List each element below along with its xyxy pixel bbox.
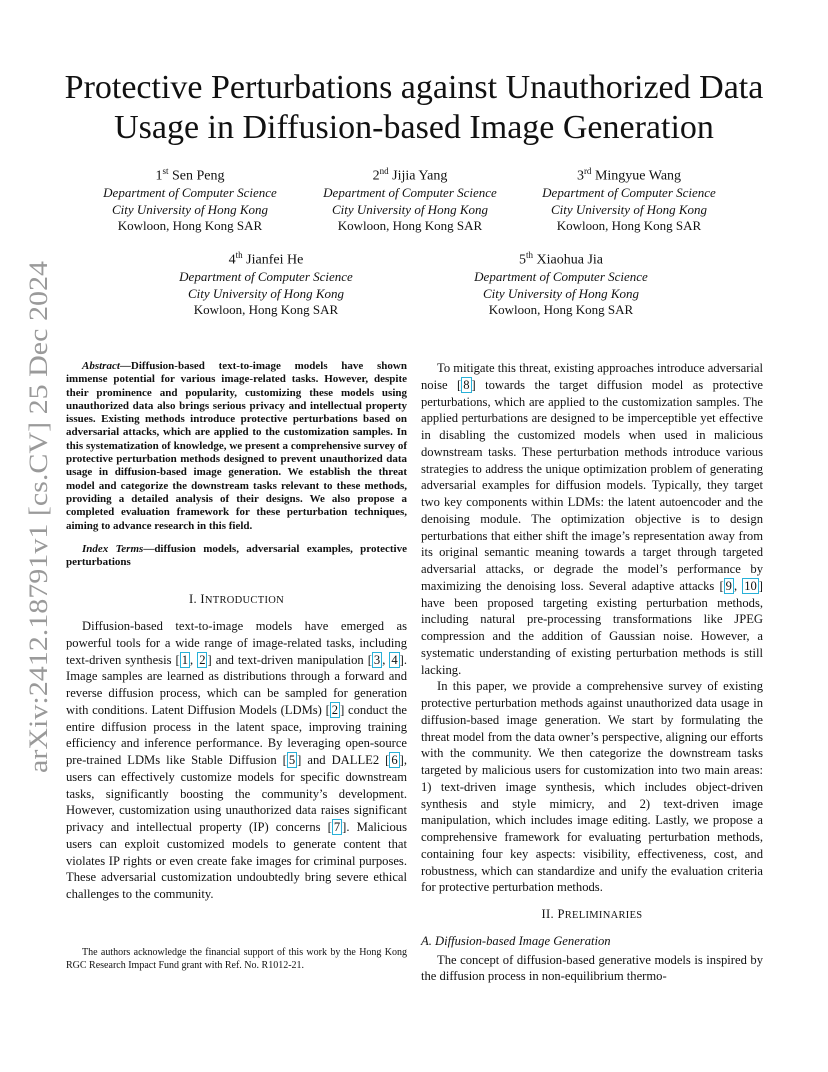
author-university: City University of Hong Kong: [483, 285, 639, 301]
citation-link[interactable]: 5: [288, 753, 296, 768]
arxiv-watermark: [20, 255, 54, 775]
author-location: Kowloon, Hong Kong SAR: [556, 218, 702, 234]
author-name: Jianfei He: [246, 252, 304, 268]
author-block: 2nd Jijia Yang Department of Computer Science City University of Hong Kong Kowloon, Hong Kong SAR: [295, 163, 525, 235]
paragraph-text: To mitigate this threat, existing approaches introduce adversarial noise [: [421, 361, 763, 392]
citation-link[interactable]: 4: [391, 652, 398, 667]
author-name: Mingyue Wang: [594, 168, 682, 184]
author-location: Kowloon, Hong Kong SAR: [488, 302, 634, 318]
author-name: Xiaohua Jia: [536, 252, 603, 268]
paragraph-text: ] and DALLE2 [: [297, 753, 390, 768]
paragraph-text: ]. Malicious users can exploit customized models to generate content that violates IP rights or even create fake images for criminal purposes. These adversarial customization undoubtedly bring severe ethical challenges to the community.: [66, 820, 407, 902]
citation-link[interactable]: 3: [373, 652, 381, 667]
author-department: Department of Computer Science: [103, 185, 277, 201]
paragraph-text: ] conduct the entire diffusion process in the latent space, improving training efficiency and inference performance. By leveraging open-source pre-trained LDMs like Stable Diffusion [: [66, 702, 407, 768]
citation-link[interactable]: 8: [463, 377, 470, 392]
paragraph-text: ,: [382, 652, 390, 667]
author-department: Department of Computer Science: [179, 269, 353, 285]
body-paragraph: The concept of diffusion-based generative models is inspired by the diffusion process in non-equilibrium thermo-: [421, 952, 763, 984]
author-block: 5th Xiaohua Jia Department of Computer Science City University of Hong Kong Kowloon, Hong Kong SAR: [446, 247, 676, 319]
paper-title: Protective Perturbations against Unauthorized Data Usage in Diffusion-based Image Generation: [64, 69, 764, 146]
author-department: Department of Computer Science: [323, 185, 497, 201]
author-block: 3rd Mingyue Wang Department of Computer Science City University of Hong Kong Kowloon, Hong Kong SAR: [514, 163, 744, 235]
paragraph-text: ,: [733, 578, 743, 593]
author-department: Department of Computer Science: [474, 269, 648, 285]
author-block: 4th Jianfei He Department of Computer Science City University of Hong Kong Kowloon, Hong Kong SAR: [151, 247, 381, 319]
paragraph-text: ], users can effectively customize models for specific downstream tasks, significantly boosting the community’s development. However, customization using unauthorized data raises significant privacy and intellectual property (IP) concerns [: [66, 753, 407, 835]
author-university: City University of Hong Kong: [551, 201, 707, 217]
index-terms: Index Terms—diffusion models, adversarial examples, protective perturbations: [66, 542, 407, 569]
citation-link[interactable]: 2: [331, 702, 339, 717]
author-location: Kowloon, Hong Kong SAR: [117, 218, 263, 234]
author-block: 1st Sen Peng Department of Computer Science City University of Hong Kong Kowloon, Hong Kong SAR: [75, 163, 305, 235]
author-location: Kowloon, Hong Kong SAR: [193, 302, 339, 318]
citation-link[interactable]: 9: [725, 578, 732, 593]
paragraph-text: ]. Image samples are learned as distributions through a forward and reverse diffusion process, which can be sampled for generation with conditions. Latent Diffusion Models (LDMs) [: [66, 652, 408, 717]
author-university: City University of Hong Kong: [112, 201, 268, 217]
author-university: City University of Hong Kong: [188, 285, 344, 301]
body-paragraph: [66, 618, 407, 903]
citation-link[interactable]: 2: [199, 652, 206, 667]
paragraph-text: ] have been proposed targeting existing perturbation methods, including natural pre-processing transformations like JPEG compression and the addition of Gaussian noise. However, a systematic understanding of existing perturbation methods is still lacking.: [421, 578, 763, 677]
paragraph-text: ] towards the target diffusion model as protective perturbations, which are applied to the customization samples. The applied perturbations are designed to be imperceptible yet effective in disabling the customized models when used in malicious downstream tasks. These perturbation methods introduce various strategies to address the unique optimization problem of generating adversarial examples for diffusion models. Typically, they target two key components within LDMs: the latent autoencoder and the denoising module. The optimization objective is to design perturbations that either shift the image’s representation away from its original semantic meaning towards a target through targeted adversarial attacks, or degrade the model’s performance by maximizing the denoising loss. Several adaptive attacks [: [421, 377, 763, 593]
svg-text:arXiv:2412.18791v1 [cs.CV] 2: arXiv:2412.18791v1 [cs.CV] 25 Dec 2024: [24, 329, 53, 773]
section-heading-preliminaries: II. PRELIMINARIES: [541, 907, 643, 921]
author-location: Kowloon, Hong Kong SAR: [337, 218, 483, 234]
paragraph-text: ,: [190, 652, 198, 667]
body-paragraph: [421, 360, 763, 678]
author-name: Jijia Yang: [392, 168, 448, 184]
citation-link[interactable]: 6: [391, 753, 398, 768]
citation-link[interactable]: 10: [744, 578, 757, 593]
subsection-heading: A. Diffusion-based Image Generation: [421, 933, 611, 948]
author-university: City University of Hong Kong: [332, 201, 488, 217]
left-column: [66, 360, 407, 903]
paragraph-text: In this paper, we provide a comprehensive survey of existing protective perturbation methods against unauthorized data usage in diffusion-based image generation. We start by formulating the threat model from the data owner’s perspective, aligning our efforts with the community. We then categorize the downstream tasks targeted by malicious users for customization into two main areas: 1) text-driven image synthesis, which includes object-driven synthesis and style mimicry, and 2) text-driven image manipulation, which includes image editing. Lastly, we propose a comprehensive framework for evaluating perturbation methods, containing four key aspects: visibility, effectiveness, cost, and robustness, which can standardize and unify the evaluation criteria for protective perturbation methods.: [421, 679, 763, 895]
footnote: The authors acknowledge the financial support of this work by the Hong Kong RGC Research Impact Fund grant with Ref. No. R1012-21.: [66, 947, 407, 971]
right-column: [421, 360, 763, 985]
author-department: Department of Computer Science: [542, 185, 716, 201]
section-heading-introduction: I. INTRODUCTION: [188, 592, 285, 607]
paragraph-text: Diffusion-based text-to-image models have emerged as powerful tools for a wide range of image-related tasks, including text-driven synthesis [: [66, 619, 407, 667]
paragraph-text: ] and text-driven manipulation [: [207, 652, 372, 667]
author-name: Sen Peng: [172, 168, 225, 184]
citation-link[interactable]: 1: [181, 652, 188, 667]
body-paragraph: [421, 678, 763, 896]
citation-link[interactable]: 7: [333, 820, 341, 835]
abstract: Abstract—Diffusion-based text-to-image models have shown immense potential for various image-related tasks. However, despite their prominence and popularity, customizing these models using unauthorized data also brings serious privacy and intellectual property issues. Existing methods introduce protective perturbations based on adversarial attacks, which are applied to the customization samples. In this systematization of knowledge, we present a comprehensive survey of protective perturbation methods designed to prevent unauthorized data usage in diffusion-based image generation. We establish the threat model and categorize the downstream tasks relevant to these methods, providing a detailed analysis of their designs. We also propose a completed evaluation framework for these perturbation techniques, aiming to advance research in this field.: [66, 360, 407, 532]
